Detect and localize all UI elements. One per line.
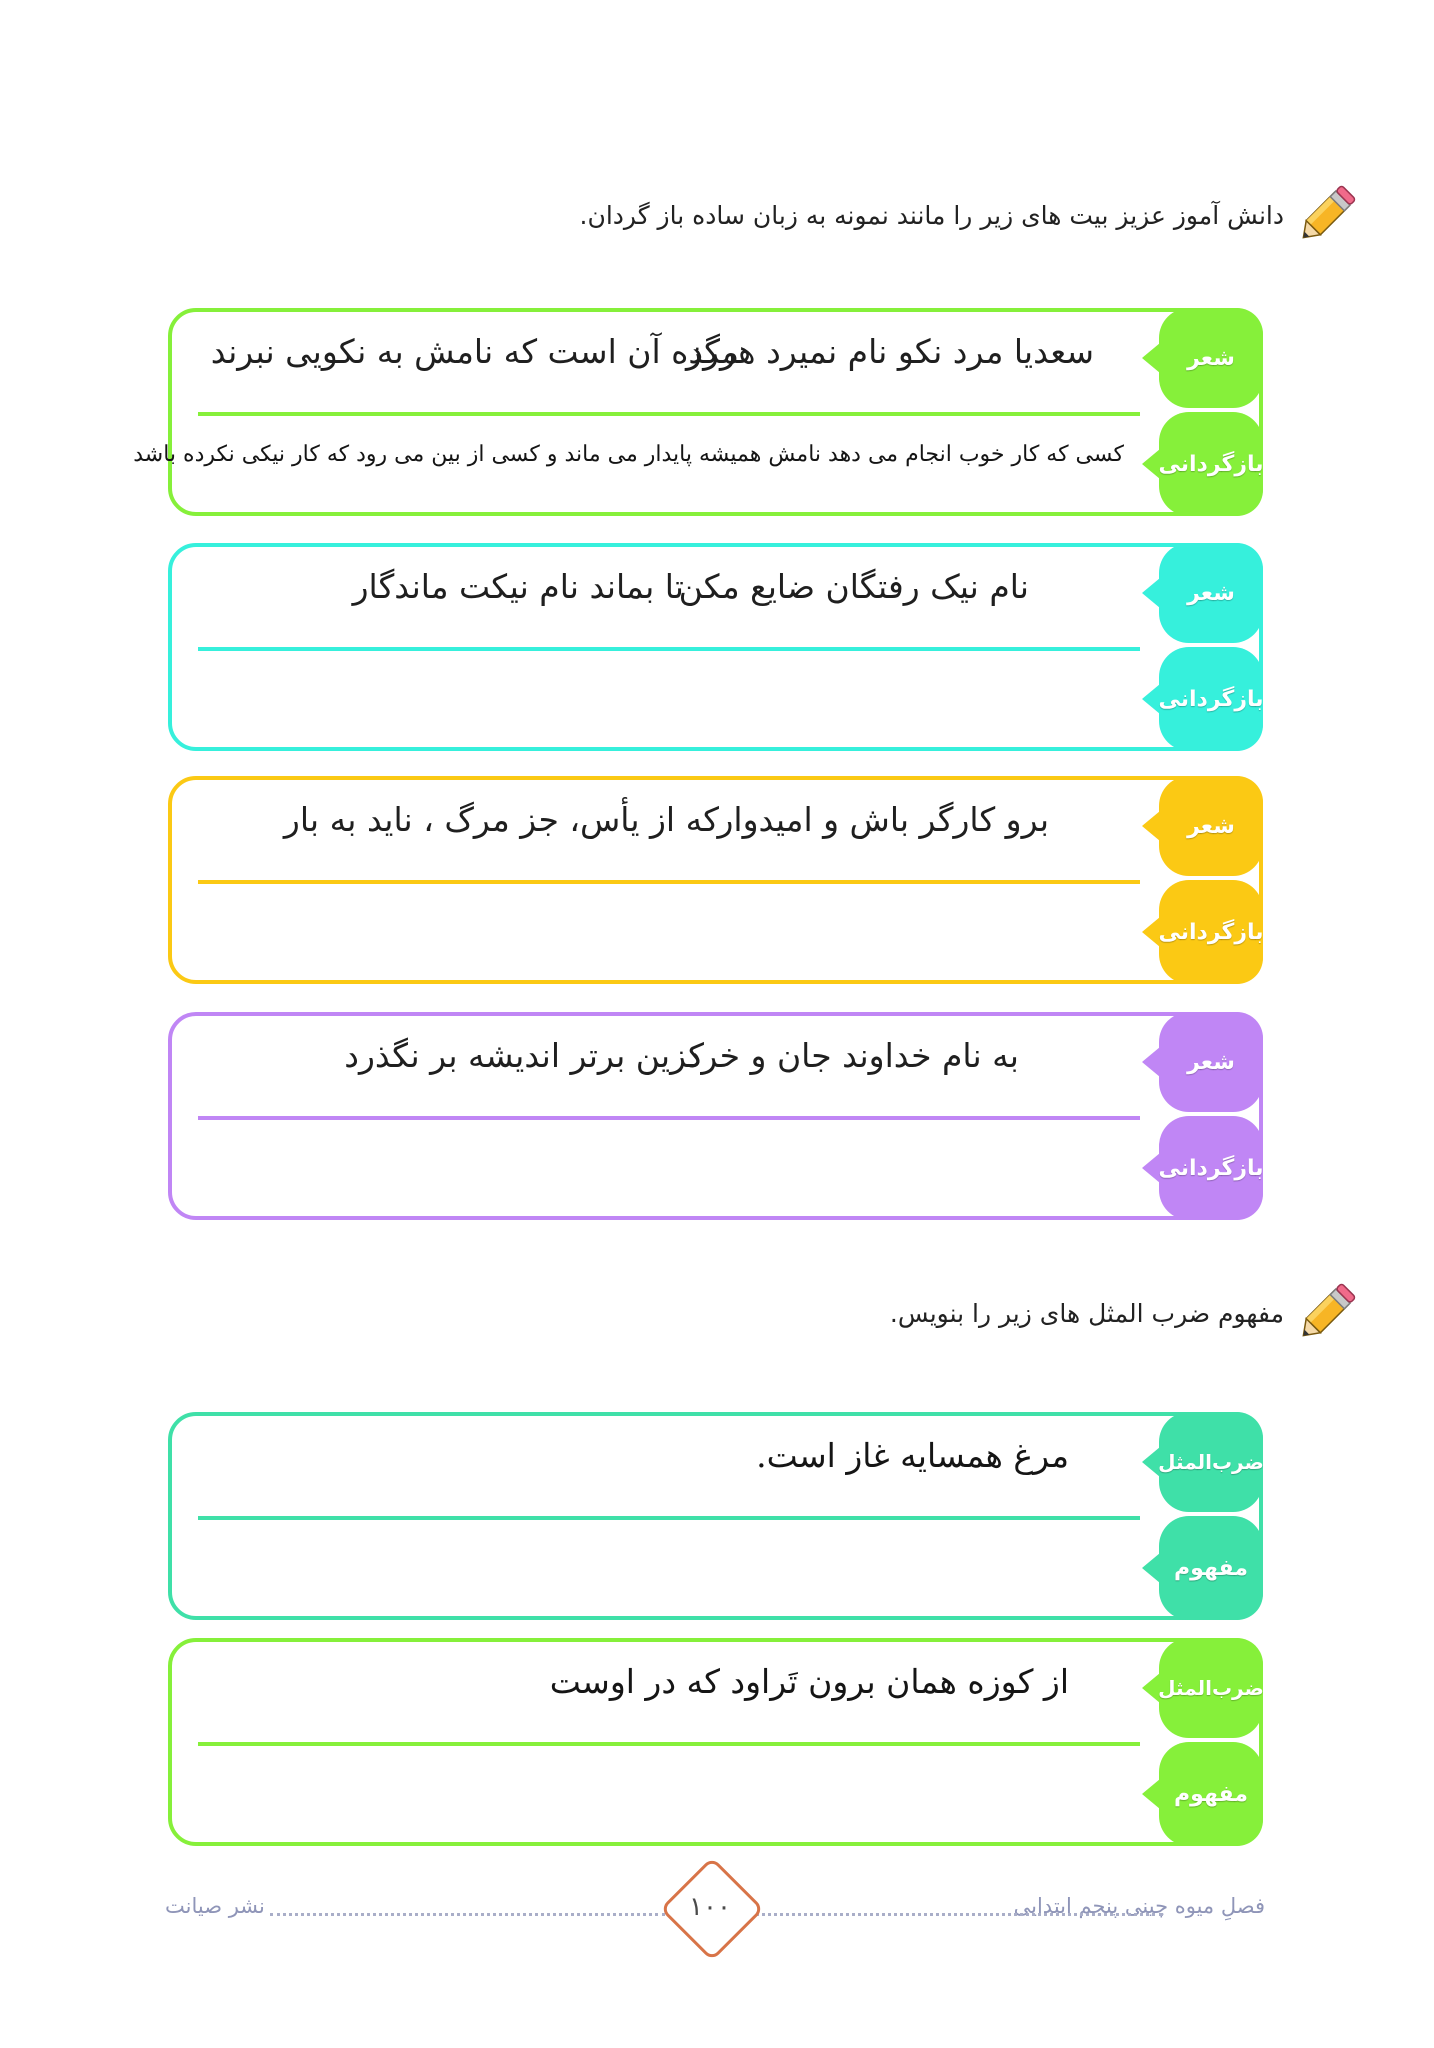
proverb-text: از کوزه همان برون تَراود که در اوست <box>549 1662 1069 1701</box>
verse-hemistich-1: سعدیا مرد نکو نام نمیرد هرگز <box>686 332 1094 371</box>
pencil-icon <box>1290 1277 1362 1349</box>
page-footer <box>165 1880 1265 1950</box>
card-divider <box>198 1516 1140 1520</box>
verse-hemistich-1: نام نیک رفتگان ضایع مکن <box>678 567 1029 606</box>
verse-hemistich-2: کزین برتر اندیشه بر نگذرد <box>344 1036 704 1075</box>
footer-dotted-line <box>755 1913 1163 1916</box>
poem-label-tab: شعر <box>1159 543 1263 643</box>
paraphrase-label-tab: بازگردانی <box>1159 880 1263 984</box>
card-divider <box>198 1116 1140 1120</box>
proverb-label-tab: ضرب‌المثل <box>1159 1638 1263 1738</box>
meaning-label-tab: مفهوم <box>1159 1516 1263 1620</box>
poem-label-tab: شعر <box>1159 308 1263 408</box>
poem-card-4 <box>168 1012 1263 1220</box>
verse-hemistich-1: برو کارگر باش و امیدوار <box>717 800 1049 839</box>
footer-chapter: فصلِ میوه چینی پنجم ابتدایی <box>1013 1894 1265 1918</box>
card-divider <box>198 412 1140 416</box>
instruction-row-2 <box>262 1278 1362 1348</box>
proverb-card-1 <box>168 1412 1263 1620</box>
footer-dotted-line <box>270 1913 665 1916</box>
footer-publisher: نشر صیانت <box>165 1894 265 1918</box>
paraphrase-label-tab: بازگردانی <box>1159 647 1263 751</box>
paraphrase-answer: کسی که کار خوب انجام می دهد نامش همیشه پایدار می ماند و کسی از بین می رود که کار نیکی نکرده باشد <box>133 442 1124 467</box>
card-divider <box>198 880 1140 884</box>
instruction-row-1 <box>262 180 1362 250</box>
instruction-text-2: مفهوم ضرب المثل های زیر را بنویس. <box>889 1298 1284 1328</box>
proverb-text: مرغ همسایه غاز است. <box>756 1436 1069 1475</box>
card-divider <box>198 647 1140 651</box>
instruction-text-1: دانش آموز عزیز بیت های زیر را مانند نمونه به زبان ساده باز گردان. <box>579 200 1284 230</box>
poem-label-tab: شعر <box>1159 776 1263 876</box>
poem-card-1 <box>133 308 1264 516</box>
verse-hemistich-2: که از یأس، جز مرگ ، ناید به بار <box>283 800 719 839</box>
proverb-card-2 <box>168 1638 1263 1846</box>
page-number: ۱۰۰ <box>689 1892 731 1922</box>
verse-hemistich-2: تا بماند نام نیکت ماندگار <box>352 567 684 606</box>
pencil-icon <box>1290 179 1362 251</box>
verse-hemistich-2: مرده آن است که نامش به نکویی نبرند <box>210 332 739 371</box>
meaning-label-tab: مفهوم <box>1159 1742 1263 1846</box>
paraphrase-label-tab: بازگردانی <box>1159 412 1263 516</box>
poem-label-tab: شعر <box>1159 1012 1263 1112</box>
proverb-label-tab: ضرب‌المثل <box>1159 1412 1263 1512</box>
poem-card-2 <box>168 543 1263 751</box>
paraphrase-label-tab: بازگردانی <box>1159 1116 1263 1220</box>
card-divider <box>198 1742 1140 1746</box>
poem-card-3 <box>168 776 1263 984</box>
verse-hemistich-1: به نام خداوند جان و خرد <box>686 1036 1019 1075</box>
